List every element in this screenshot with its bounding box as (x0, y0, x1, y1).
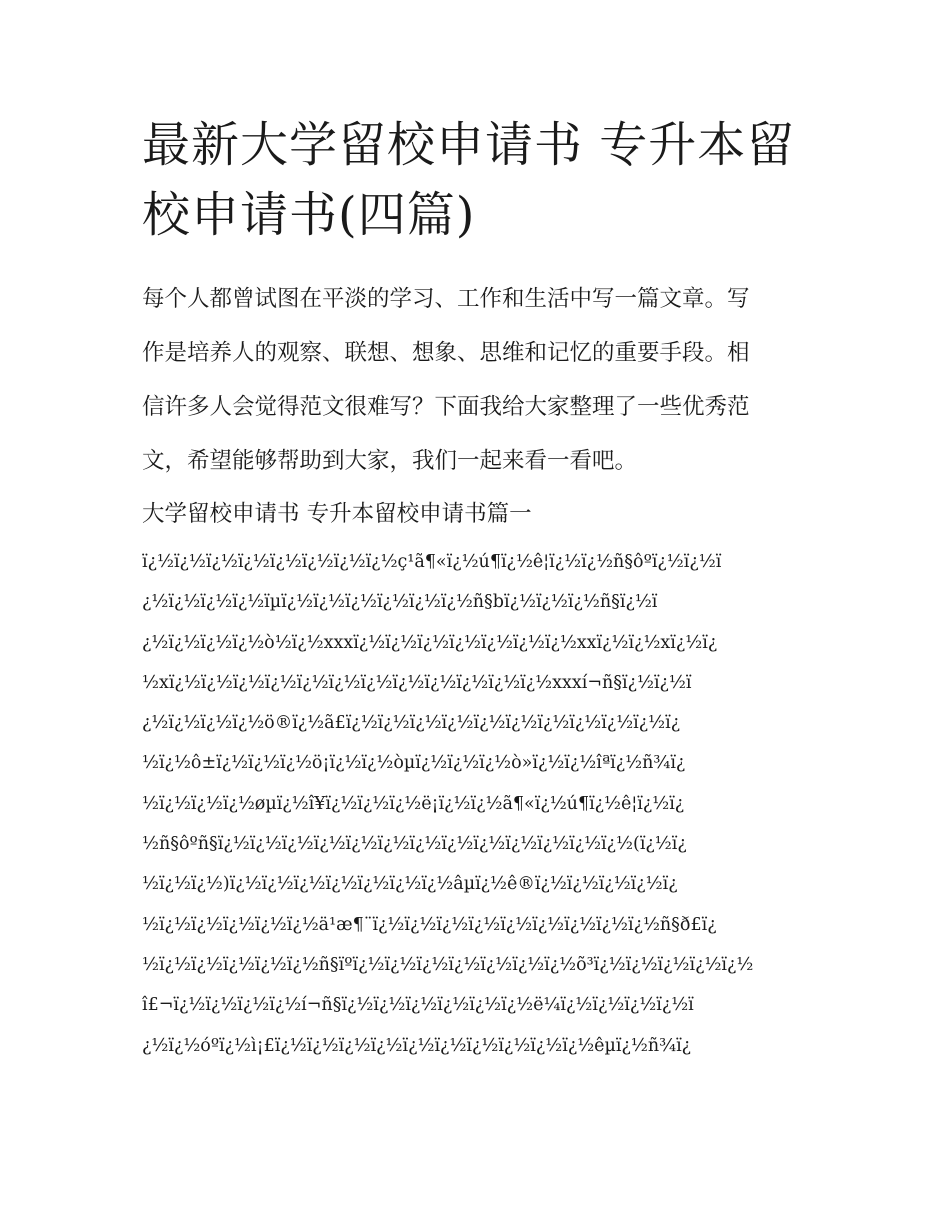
garbled-line: ½ï¿½ï¿½)ï¿½ï¿½ï¿½ï¿½ï¿½ï¿½ï¿½âµï¿½ê®ï¿½ï¿½ï¿½ï¿½ï¿ (142, 874, 678, 895)
garbled-line: î£¬ï¿½ï¿½ï¿½ï¿½í¬ñ§ï¿½ï¿½ï¿½ï¿½ï¿½ï¿½ë¼ï¿½ï¿½ï¿½ï¿½ï (142, 995, 694, 1016)
intro-line: 作是培养人的观察、联想、想象、思维和记忆的重要手段。相 (142, 340, 750, 366)
garbled-line: ¿½ï¿½ï¿½ï¿½ö®ï¿½ã£ï¿½ï¿½ï¿½ï¿½ï¿½ï¿½ï¿½ï¿½ï¿½ï¿½ï¿ (142, 713, 681, 734)
garbled-line: ½ï¿½ï¿½ï¿½ï¿½ï¿½ñ§ïºï¿½ï¿½ï¿½ï¿½ï¿½ï¿½ï¿½õ³ï¿½ï¿½ï¿½ï¿½ï¿½ (142, 954, 754, 975)
garbled-line: ï¿½ï¿½ï¿½ï¿½ï¿½ï¿½ï¿½ï¿½ç¹ã¶«ï¿½ú¶ï¿½ê¦ï¿½ï¿½ñ§ôºï¿½ï¿½ï (142, 552, 722, 572)
title-line: 最新大学留校申请书 专升本留 (142, 117, 796, 173)
garbled-line: ½xï¿½ï¿½ï¿½ï¿½ï¿½ï¿½ï¿½ï¿½ï¿½ï¿½ï¿½ï¿½xxxí¬ñ§ï¿½ï¿½ï (142, 672, 692, 693)
section-heading: 大学留校申请书 专升本留校申请书篇一 (142, 501, 532, 527)
intro-paragraph (142, 272, 810, 488)
garbled-line: ½ï¿½ô±ï¿½ï¿½ï¿½ö¡ï¿½ï¿½òµï¿½ï¿½ï¿½ò»ï¿½ï¿½îªï¿½ñ¾ï¿ (142, 753, 686, 774)
intro-line: 文，希望能够帮助到大家，我们一起来看一看吧。 (142, 448, 638, 474)
title-line: 校申请书(四篇) (142, 187, 476, 243)
document-page (142, 110, 810, 1066)
garbled-text-block (142, 542, 810, 1066)
garbled-line: ¿½ï¿½ï¿½ï¿½ò½ï¿½xxxï¿½ï¿½ï¿½ï¿½ï¿½ï¿½ï¿½xxï¿½ï¿½xï¿½ï¿ (142, 632, 718, 653)
garbled-line: ½ï¿½ï¿½ï¿½øµï¿½î¥ï¿½ï¿½ï¿½ë¡ï¿½ï¿½ã¶«ï¿½ú¶ï¿½ê¦ï¿½ï¿ (142, 793, 685, 814)
garbled-line: ½ï¿½ï¿½ï¿½ï¿½ï¿½ä¹æ¶¨ï¿½ï¿½ï¿½ï¿½ï¿½ï¿½ï¿½ï¿½ï¿½ñ§ð£ï¿ (142, 914, 717, 935)
garbled-line: ¿½ï¿½óºï¿½ì¡£ï¿½ï¿½ï¿½ï¿½ï¿½ï¿½ï¿½ï¿½ï¿½ï¿½êµï¿½ñ¾ï¿ (142, 1035, 692, 1056)
intro-line: 每个人都曾试图在平淡的学习、工作和生活中写一篇文章。写 (142, 286, 750, 312)
garbled-line: ¿½ï¿½ï¿½ï¿½ïµï¿½ï¿½ï¿½ï¿½ï¿½ï¿½ñ§bï¿½ï¿½ï¿½ñ§ï¿½ï (142, 592, 658, 613)
garbled-line: ½ñ§ôºñ§ï¿½ï¿½ï¿½ï¿½ï¿½ï¿½ï¿½ï¿½ï¿½ï¿½ï¿½ï¿½ï¿½(ï¿½ï¿ (142, 834, 687, 855)
document-title (142, 110, 810, 250)
intro-line: 信许多人会觉得范文很难写？下面我给大家整理了一些优秀范 (142, 394, 750, 420)
